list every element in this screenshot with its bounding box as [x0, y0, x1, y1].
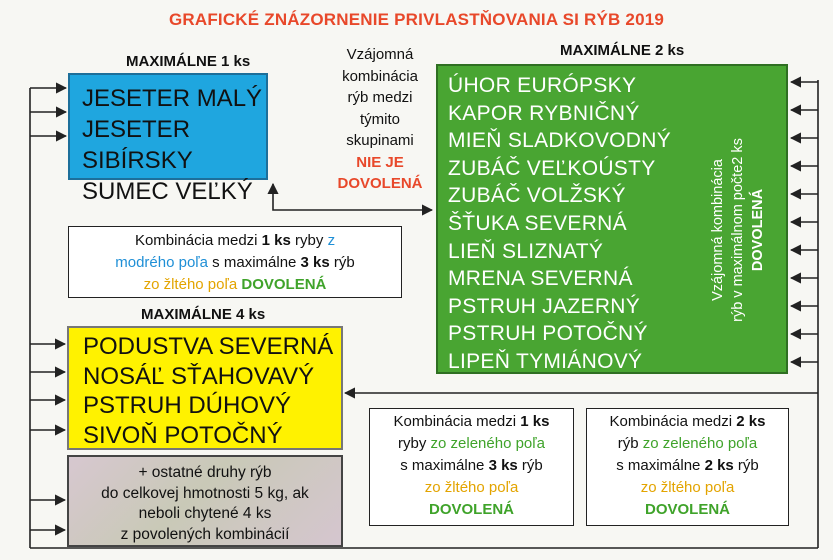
middle-note-line: Vzájomná — [346, 46, 414, 63]
fish-item: PSTRUH JAZERNÝ — [448, 294, 641, 318]
fish-item: PODUSTVA SEVERNÁ — [83, 333, 334, 360]
other-fish-line: neboli chytené 4 ks — [138, 505, 272, 522]
green-vertical-emphasis: DOVOLENÁ — [750, 188, 766, 272]
page-title: GRAFICKÉ ZNÁZORNENIE PRIVLASTŇOVANIA SI RÝB 2019 — [168, 10, 665, 29]
combo-field-yellow: zo žltého poľa — [424, 479, 519, 496]
combo-text: rýb — [329, 254, 355, 271]
combo-text: Kombinácia medzi — [134, 232, 262, 249]
other-fish-line: do celkovej hmotnosti 5 kg, ak — [101, 484, 309, 502]
fish-item: LIPEŇ TYMIÁNOVÝ — [448, 349, 643, 373]
combo-count: 3 ks — [300, 254, 330, 271]
fish-item: JESETER SIBÍRSKY — [82, 116, 193, 174]
middle-note-line: týmito — [359, 110, 400, 128]
other-fish-line: z povolených kombinácií — [120, 525, 290, 543]
fish-item: JESETER MALÝ — [82, 85, 263, 112]
green-group-header: MAXIMÁLNE 2 ks — [560, 42, 685, 59]
middle-note-emphasis: NIE JE — [356, 153, 404, 171]
combo-count: 1 ks — [261, 232, 291, 249]
yellow-group-header: MAXIMÁLNE 4 ks — [141, 306, 266, 323]
green-vertical-line: rýb v maximálnom počte2 ks — [730, 138, 746, 322]
fish-item: NOSÁĽ SŤAHOVAVÝ — [83, 362, 315, 390]
combo-field-yellow: zo žltého poľa — [640, 479, 735, 496]
middle-note-line: skupinami — [346, 132, 414, 149]
blue-group-header: MAXIMÁLNE 1 ks — [126, 53, 251, 70]
fish-item: MRENA SEVERNÁ — [448, 267, 633, 291]
combo-count: 1 ks — [520, 413, 550, 430]
combo-count: 3 ks — [488, 457, 518, 474]
combo-allowed: DOVOLENÁ — [644, 501, 730, 518]
combo-text: ryby — [398, 435, 431, 452]
combo-text: ryby — [290, 232, 328, 249]
fish-item: MIEŇ SLADKOVODNÝ — [448, 129, 672, 153]
combo-field-green: zo zeleného poľa — [430, 435, 545, 452]
combo-text: rýb — [517, 457, 543, 474]
combo-text: s maximálne — [400, 457, 489, 474]
combo-text: Kombinácia medzi — [393, 413, 521, 430]
combo-allowed: DOVOLENÁ — [241, 276, 327, 293]
middle-note-emphasis: DOVOLENÁ — [337, 175, 423, 192]
combo-count: 2 ks — [736, 413, 766, 430]
combo-field-yellow: zo žltého poľa — [143, 276, 238, 293]
fish-item: ZUBÁČ VOLŽSKÝ — [448, 184, 626, 208]
combo-text: rýb — [617, 435, 643, 452]
fish-item: ŠŤUKA SEVERNÁ — [448, 211, 627, 235]
combo-text: s maximálne — [208, 254, 301, 271]
combo-count: 2 ks — [704, 457, 734, 474]
combo-field-blue: z — [327, 232, 336, 249]
fish-item: ÚHOR EURÓPSKY — [448, 74, 637, 97]
fish-item: LIEŇ SLIZNATÝ — [448, 239, 604, 263]
combo-text: rýb — [733, 457, 759, 474]
combo-allowed: DOVOLENÁ — [428, 501, 514, 518]
combo-text: s maximálne — [616, 457, 705, 474]
combo-field-green: zo zeleného poľa — [642, 435, 758, 452]
fish-item: KAPOR RYBNIČNÝ — [448, 101, 640, 125]
combo-text: Kombinácia medzi — [609, 413, 737, 430]
fish-item: PSTRUH DÚHOVÝ — [83, 392, 292, 419]
fish-item: SUMEC VEĽKÝ — [82, 178, 253, 205]
fish-item: SIVOŇ POTOČNÝ — [83, 421, 283, 449]
combo-field-blue: modrého poľa — [115, 254, 209, 271]
middle-note-line: rýb medzi — [347, 89, 413, 106]
middle-note-line: kombinácia — [342, 67, 418, 85]
green-vertical-line: Vzájomná kombinácia — [710, 159, 726, 301]
other-fish-line: + ostatné druhy rýb — [138, 464, 272, 481]
fish-item: ZUBÁČ VEĽKOÚSTY — [448, 156, 656, 180]
fish-item: PSTRUH POTOČNÝ — [448, 322, 648, 346]
arrow-blue-green-not-allowed — [273, 184, 432, 210]
